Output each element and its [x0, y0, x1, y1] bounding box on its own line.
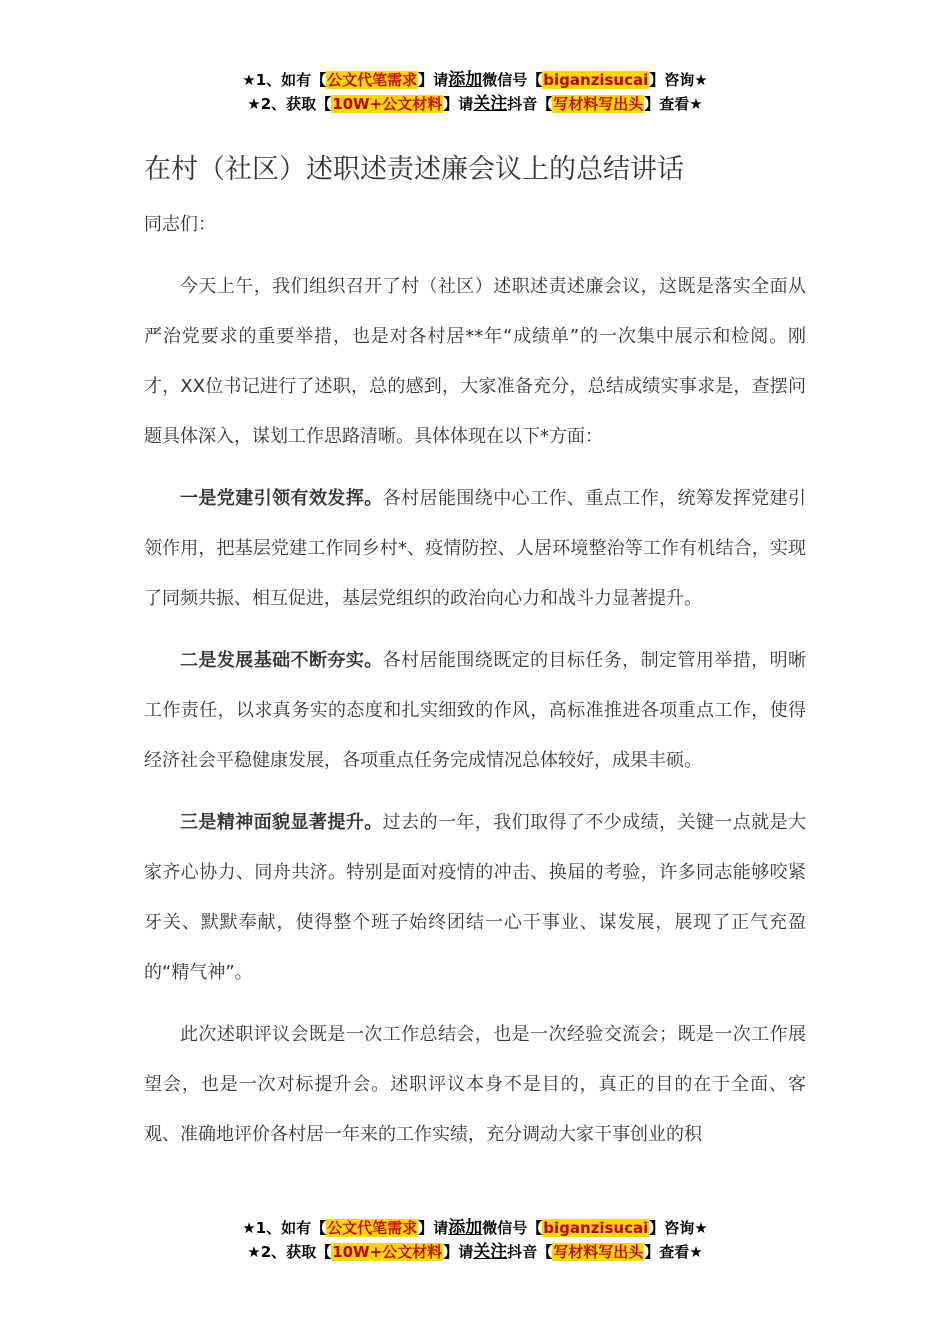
document-body	[144, 150, 806, 1160]
banner-highlight: 公文代笔需求	[327, 1219, 418, 1237]
paragraph-point-3	[144, 798, 806, 998]
banner-text: 】请	[418, 71, 449, 89]
banner-text: 】请	[443, 95, 474, 113]
banner-emphasis: 添加	[448, 70, 483, 90]
banner-text: 抖音【	[507, 95, 553, 113]
banner-text: ★2、获取【	[247, 1243, 332, 1261]
banner-highlight: 公文代笔需求	[327, 71, 418, 89]
banner-text: 微信号【	[482, 1219, 543, 1237]
point-body: 各村居能围绕中心工作、重点工作，统筹发挥党建引领作用，把基层党建工作同乡村*、疫情防控、人居环境整治等工作有机结合，实现了同频共振、相互促进，基层党组织的政治向心力和战斗力显著提升。	[144, 488, 807, 609]
document-title: 在村（社区）述职述责述廉会议上的总结讲话	[144, 154, 684, 185]
banner-text: 】查看★	[644, 95, 703, 113]
banner-highlight: 10W+公文材料	[332, 95, 443, 113]
banner-emphasis: 添加	[448, 1218, 483, 1238]
header-banner	[0, 68, 950, 116]
point-heading: 一是党建引领有效发挥。	[180, 488, 383, 509]
paragraph-intro: 今天上午，我们组织召开了村（社区）述职述责述廉会议，这既是落实全面从严治党要求的重要举措，也是对各村居**年“成绩单”的一次集中展示和检阅。刚才，XX位书记进行了述职，总的感到，大家准备充分，总结成绩实事求是，查摆问题具体深入，谋划工作思路清晰。具体体现在以下*方面：	[144, 276, 806, 447]
paragraph-point-1	[144, 474, 806, 624]
banner-line-2	[0, 1240, 950, 1264]
banner-highlight: 10W+公文材料	[332, 1243, 443, 1261]
point-heading: 二是发展基础不断夯实。	[180, 650, 383, 671]
banner-text: 抖音【	[507, 1243, 553, 1261]
paragraph-closing: 此次述职评议会既是一次工作总结会，也是一次经验交流会；既是一次工作展望会，也是一次对标提升会。述职评议本身不是目的，真正的目的在于全面、客观、准确地评价各村居一年来的工作实绩，充分调动大家干事创业的积	[144, 1024, 806, 1145]
banner-text: ★1、如有【	[242, 1219, 327, 1237]
banner-douyin-id: 写材料写出头	[553, 95, 644, 113]
banner-text: 】咨询★	[649, 1219, 708, 1237]
banner-wechat-id: biganzisucai	[543, 1219, 649, 1237]
banner-wechat-id: biganzisucai	[543, 71, 649, 89]
footer-banner	[0, 1216, 950, 1264]
banner-text: ★1、如有【	[242, 71, 327, 89]
point-heading: 三是精神面貌显著提升。	[180, 812, 383, 833]
point-body: 各村居能围绕既定的目标任务，制定管用举措，明晰工作责任，以求真务实的态度和扎实细致的作风，高标准推进各项重点工作，使得经济社会平稳健康发展，各项重点任务完成情况总体较好，成果丰硕。	[144, 650, 807, 771]
banner-text: ★2、获取【	[247, 95, 332, 113]
banner-line-1	[0, 1216, 950, 1240]
banner-text: 】请	[443, 1243, 474, 1261]
banner-text: 微信号【	[482, 71, 543, 89]
banner-douyin-id: 写材料写出头	[553, 1243, 644, 1261]
banner-text: 】查看★	[644, 1243, 703, 1261]
salutation: 同志们：	[144, 214, 216, 235]
point-body: 过去的一年，我们取得了不少成绩，关键一点就是大家齐心协力、同舟共济。特别是面对疫情的冲击、换届的考验，许多同志能够咬紧牙关、默默奉献，使得整个班子始终团结一心干事业、谋发展，展现了正气充盈的“精气神”。	[144, 812, 807, 983]
banner-line-1	[0, 68, 950, 92]
banner-emphasis: 关注	[473, 94, 508, 114]
banner-text: 】请	[418, 1219, 449, 1237]
paragraph-point-2	[144, 636, 806, 786]
banner-emphasis: 关注	[473, 1242, 508, 1262]
banner-text: 】咨询★	[649, 71, 708, 89]
banner-line-2	[0, 92, 950, 116]
